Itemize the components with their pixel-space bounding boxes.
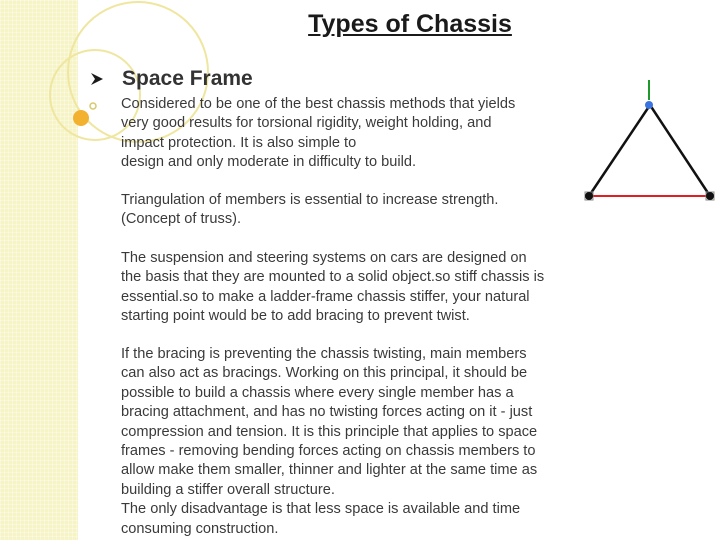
right-node xyxy=(706,192,714,200)
section-heading-row xyxy=(90,67,253,91)
paragraph-suspension xyxy=(121,249,591,327)
paragraph-triangulation xyxy=(121,191,591,230)
page-title: Types of Chassis xyxy=(308,10,512,38)
paragraph-text: If the bracing is preventing the chassis twisting, main members can also act as bracings. Working on this principal, it should be possible to build a chassis where every single member has a bracing attachment, and has no twisting forces acting on it - just compression and tension. It is this principle that applies to space frames - removing bending forces acting on chassis members to allow make them smaller, thinner and lighter at the same time as building a stiffer overall structure. The only disadvantage is that less space is available and time consuming construction. xyxy=(121,346,538,537)
triangle-truss-diagram xyxy=(578,74,718,214)
paragraph-bracing xyxy=(121,345,591,539)
arrow-right-bullet-icon xyxy=(90,72,104,86)
small-ring-dot xyxy=(90,103,96,109)
paragraph-text: Triangulation of members is essential to increase strength. (Concept of truss). xyxy=(121,192,499,228)
paragraph-text: Considered to be one of the best chassis methods that yields very good results for torsional rigidity, weight holding, and impact protection. It is also simple to design and only moderate in difficulty to build. xyxy=(121,96,516,171)
decorative-side-strip xyxy=(0,0,78,540)
paragraph-text: The suspension and steering systems on cars are designed on the basis that they are mounted to a solid object.so stiff chassis is essential.so to make a ladder-frame chassis stiffer, your natural starting point would be to add bracing to prevent twist. xyxy=(121,250,545,325)
truss-left-member xyxy=(589,105,650,196)
paragraph-rigidity xyxy=(121,95,591,173)
section-heading: Space Frame xyxy=(122,67,253,90)
truss-right-member xyxy=(650,105,710,196)
left-node xyxy=(585,192,593,200)
apex-node xyxy=(645,101,653,109)
